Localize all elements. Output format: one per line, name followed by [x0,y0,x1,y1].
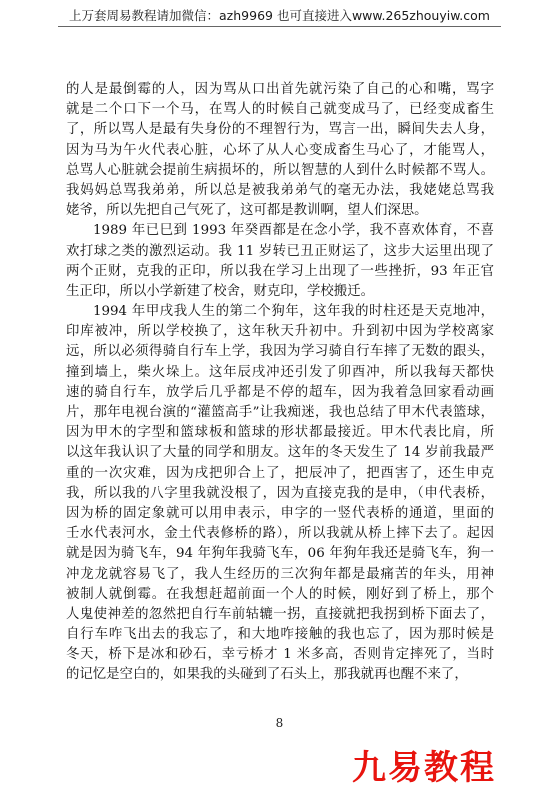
text-line: 冬天，桥下是冰和砂石，幸亏桥才 1 米多高，否则肯定摔死了，当时 [66,647,494,663]
text-line: 1994 年甲戌我人生的第二个狗年，这年我的时柱还是天克地冲， [93,304,494,320]
text-line: 我妈妈总骂我弟弟，所以总是被我弟弟气的毫无办法，我姥姥总骂我 [66,182,494,198]
text-line: 因为桥的固定象就可以用申表示，申字的一竖代表桥的通道，里面的 [66,505,494,521]
text-line: 欢打球之类的激烈运动。我 11 岁转已丑正财运了，这步大运里出现了 [66,243,494,259]
text-line: 就是因为骑飞车，94 年狗年我骑飞车，06 年狗年我还是骑飞车，狗一 [66,546,494,562]
text-line: 远，所以必须得骑自行车上学，我因为学习骑自行车摔了无数的跟头， [66,344,494,360]
page-header-watermark: 上万套周易教程请加微信：azh9969 也可直接进入www.265zhouyiw.com [69,8,490,23]
text-line: 撞到墙上，柴火垛上。这年辰戌冲还引发了卯酉冲，所以我每天都快 [66,364,494,380]
paragraph [66,302,494,686]
text-line: 生正印，所以小学新建了校舍，财克印，学校搬迁。 [66,283,374,299]
text-line: 了，所以骂人是最有失身份的不理智行为，骂言一出，瞬间失去人身， [66,122,494,138]
paragraph [66,80,494,221]
text-line: 因为甲木的字型和篮球板和篮球的形状都最接近。甲木代表比肩，所 [66,425,494,441]
text-line: 的人是最倒霉的人，因为骂从口出首先就污染了自己的心和嘴，骂字 [66,82,494,97]
text-line: 壬水代表河水，金土代表修桥的路），所以我就从桥上摔下去了。起因 [66,526,494,542]
text-line: 我，所以我的八字里我就没根了，因为直接克我的是申，（申代表桥， [66,485,494,501]
text-line: 自行车咋飞出去的我忘了，和大地咋接触的我也忘了，因为那时候是 [66,627,494,643]
page-number: 8 [275,716,284,730]
header-rule [58,26,501,27]
text-line: 以这年我认识了大量的同学和朋友。这年的冬天发生了 14 岁前我最严 [66,445,494,461]
text-line: 被制人就倒霉。在我想赶超前面一个人的时候，刚好到了桥上，那个 [66,586,494,602]
brand-logo: 九易教程 [352,748,496,788]
text-line: 两个正财，克我的正印，所以我在学习上出现了一些挫折，93 年正官 [66,263,494,279]
text-line: 冲龙龙就容易飞了，我人生经历的三次狗年都是最痛苦的年头，用神 [66,566,494,582]
text-line: 重的一次灾难，因为戌把卯合上了，把辰冲了，把酉害了，还生申克 [66,465,494,481]
paragraph [66,221,494,302]
text-line: 印库被冲，所以学校换了，这年秋天升初中。升到初中因为学校离家 [66,324,494,340]
text-line: 速的骑自行车，放学后几乎都是不停的超车，因为我着急回家看动画 [66,384,494,400]
text-line: 人鬼使神差的忽然把自行车前轱辘一拐，直接就把我拐到桥下面去了， [66,606,494,622]
text-line: 姥爷，所以先把自己气死了，这可都是教训啊，望人们深思。 [66,203,428,219]
document-body [66,80,494,686]
text-line: 因为马为午火代表心脏，心坏了从人心变成畜生马心了，才能骂人， [66,142,494,158]
text-line: 片，那年电视台演的“灌篮高手”让我痴迷，我也总结了甲木代表篮球， [66,405,494,420]
text-line: 总骂人心脏就会提前生病损坏的，所以智慧的人到什么时候都不骂人。 [66,162,494,178]
text-line: 1989 年已巳到 1993 年癸酉都是在念小学，我不喜欢体育，不喜 [93,223,494,239]
text-line: 的记忆是空白的，如果我的头碰到了石头上，那我就再也醒不来了， [66,667,468,683]
text-line: 就是二个口下一个马，在骂人的时候自己就变成马了，已经变成畜生 [66,102,494,118]
